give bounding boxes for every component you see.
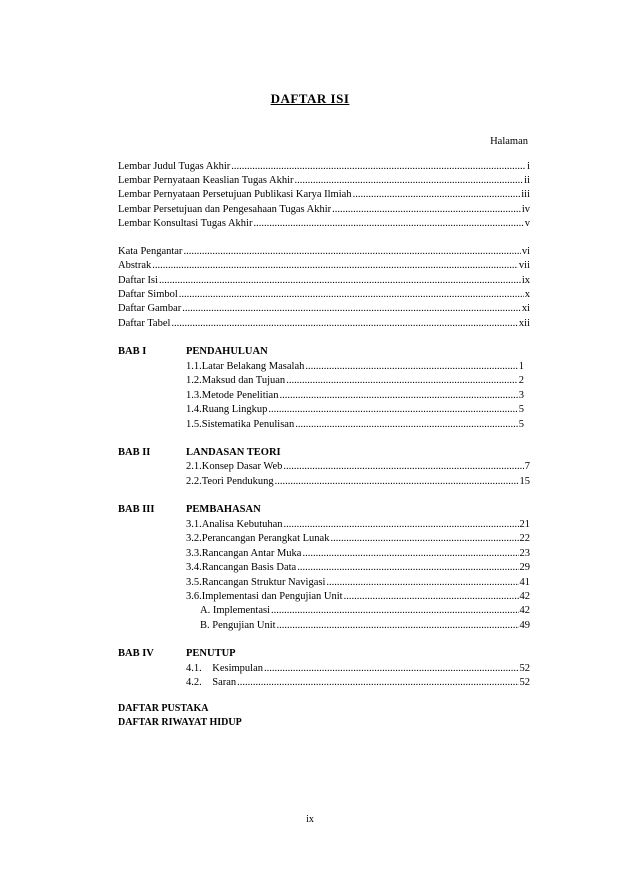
toc-entry-label: 3.6.Implementasi dan Pengujian Unit [186, 591, 343, 602]
dot-leader [179, 288, 524, 302]
toc-entry-page: vii [518, 260, 530, 271]
toc-entry-label: 1.3.Metode Penelitian [186, 390, 279, 401]
dot-leader [253, 217, 523, 231]
toc-entry-page: iii [521, 189, 530, 200]
toc-entry-page: xi [521, 303, 530, 314]
chapter-title: PEMBAHASAN [186, 504, 261, 515]
page-number: ix [306, 814, 314, 825]
dot-leader [271, 604, 519, 618]
dot-leader [231, 160, 526, 174]
toc-entry-label: Daftar Gambar [118, 303, 182, 314]
chapter-title: PENUTUP [186, 648, 236, 659]
chapter-number: BAB III [118, 504, 155, 515]
toc-entry-label: 3.5.Rancangan Struktur Navigasi [186, 577, 326, 588]
toc-entry-page: 1 [518, 361, 524, 372]
dot-leader [297, 561, 518, 575]
toc-entry-page: ii [524, 175, 530, 186]
toc-section-entry [186, 418, 524, 432]
toc-entry-label: 4.2. Saran [186, 677, 237, 688]
chapter-title: LANDASAN TEORI [186, 447, 281, 458]
toc-entry [118, 217, 530, 231]
dot-leader [275, 475, 519, 489]
toc-section-entry [186, 475, 530, 489]
toc-entry-page: 5 [518, 404, 524, 415]
toc-entry-page: 23 [519, 548, 530, 559]
toc-entry [118, 317, 530, 331]
toc-section-entry [186, 403, 524, 417]
dot-leader [295, 174, 524, 188]
chapter-number: BAB I [118, 346, 147, 357]
toc-entry-page: 22 [519, 533, 530, 544]
dot-leader [326, 576, 518, 590]
toc-entry-page: ix [521, 275, 530, 286]
toc-entry-label: Lembar Pernyataan Keaslian Tugas Akhir [118, 175, 294, 186]
toc-section-entry [186, 360, 524, 374]
toc-section-entry [186, 532, 530, 546]
toc-entry [118, 302, 530, 316]
dot-leader [159, 274, 521, 288]
toc-section-entry [186, 662, 530, 676]
toc-entry-page: xii [518, 318, 530, 329]
chapter-number: BAB II [118, 447, 151, 458]
toc-section-entry [186, 590, 530, 604]
toc-entry-label: Abstrak [118, 260, 152, 271]
toc-entry-label: Daftar Isi [118, 275, 158, 286]
dot-leader [332, 203, 521, 217]
toc-entry [118, 174, 530, 188]
toc-entry [118, 259, 530, 273]
toc-entry-label: 3.1.Analisa Kebutuhan [186, 519, 283, 530]
dot-leader [302, 547, 518, 561]
toc-entry-label: 1.4.Ruang Lingkup [186, 404, 268, 415]
dot-leader [182, 302, 521, 316]
page-title: DAFTAR ISI [270, 91, 350, 106]
toc-entry-page: 21 [519, 519, 530, 530]
toc-entry-label: Lembar Konsultasi Tugas Akhir [118, 218, 253, 229]
toc-entry-label: B. Pengujian Unit [200, 620, 276, 631]
toc-section-entry [186, 676, 530, 690]
chapter-title: PENDAHULUAN [186, 346, 268, 357]
toc-entry-page: 49 [519, 620, 530, 631]
toc-entry-label: 3.3.Rancangan Antar Muka [186, 548, 302, 559]
toc-entry-label: A. Implementasi [200, 605, 270, 616]
toc-entry-page: 15 [519, 476, 530, 487]
toc-entry-page: 41 [519, 577, 530, 588]
toc-entry-label: Lembar Persetujuan dan Pengesahaan Tugas Akhir [118, 204, 332, 215]
toc-section-entry [186, 518, 530, 532]
dot-leader [268, 403, 517, 417]
toc-subsection-entry [200, 604, 530, 618]
toc-back-matter-item: DAFTAR PUSTAKA [118, 703, 209, 714]
halaman-label: Halaman [490, 136, 528, 147]
toc-entry-page: 42 [519, 605, 530, 616]
toc-entry [118, 188, 530, 202]
toc-entry [118, 160, 530, 174]
toc-entry-page: v [524, 218, 530, 229]
toc-section-entry [186, 374, 524, 388]
toc-section-entry [186, 547, 530, 561]
dot-leader [305, 360, 517, 374]
toc-entry [118, 203, 530, 217]
toc-entry [118, 245, 530, 259]
toc-entry-page: 42 [519, 591, 530, 602]
toc-entry-label: 1.5.Sistematika Penulisan [186, 419, 295, 430]
toc-section-entry [186, 460, 530, 474]
toc-entry-page: 29 [519, 562, 530, 573]
toc-section-entry [186, 389, 524, 403]
toc-entry-page: i [527, 161, 530, 172]
dot-leader [152, 259, 518, 273]
toc-entry-label: 1.2.Maksud dan Tujuan [186, 375, 286, 386]
toc-entry-label: Kata Pengantar [118, 246, 183, 257]
toc-entry-label: 3.2.Perancangan Perangkat Lunak [186, 533, 330, 544]
toc-section-entry [186, 576, 530, 590]
toc-entry-page: vi [521, 246, 530, 257]
toc-entry-page: 52 [519, 677, 530, 688]
toc-subsection-entry [200, 619, 530, 633]
toc-entry [118, 274, 530, 288]
toc-entry-label: 2.1.Konsep Dasar Web [186, 461, 283, 472]
toc-entry [118, 288, 530, 302]
toc-entry-page: 5 [518, 419, 524, 430]
toc-entry-label: 1.1.Latar Belakang Masalah [186, 361, 305, 372]
dot-leader [353, 188, 521, 202]
toc-entry-label: 3.4.Rancangan Basis Data [186, 562, 297, 573]
toc-entry-page: 3 [518, 390, 524, 401]
toc-entry-page: 2 [518, 375, 524, 386]
dot-leader [286, 374, 518, 388]
toc-entry-label: Daftar Tabel [118, 318, 171, 329]
toc-entry-label: 2.2.Teori Pendukung [186, 476, 274, 487]
toc-entry-page: x [524, 289, 530, 300]
toc-entry-page: iv [521, 204, 530, 215]
toc-section-entry [186, 561, 530, 575]
toc-entry-label: Daftar Simbol [118, 289, 178, 300]
dot-leader [283, 460, 523, 474]
dot-leader [237, 676, 518, 690]
dot-leader [171, 317, 517, 331]
dot-leader [279, 389, 517, 403]
chapter-number: BAB IV [118, 648, 154, 659]
toc-entry-page: 52 [519, 663, 530, 674]
dot-leader [295, 418, 518, 432]
dot-leader [277, 619, 519, 633]
toc-back-matter-item: DAFTAR RIWAYAT HIDUP [118, 717, 242, 728]
toc-entry-page: 7 [524, 461, 530, 472]
dot-leader [344, 590, 519, 604]
toc-entry-label: Lembar Pernyataan Persetujuan Publikasi Karya Ilmiah [118, 189, 352, 200]
toc-entry-label: Lembar Judul Tugas Akhir [118, 161, 231, 172]
dot-leader [183, 245, 520, 259]
dot-leader [284, 518, 519, 532]
dot-leader [330, 532, 518, 546]
toc-entry-label: 4.1. Kesimpulan [186, 663, 263, 674]
dot-leader [264, 662, 519, 676]
